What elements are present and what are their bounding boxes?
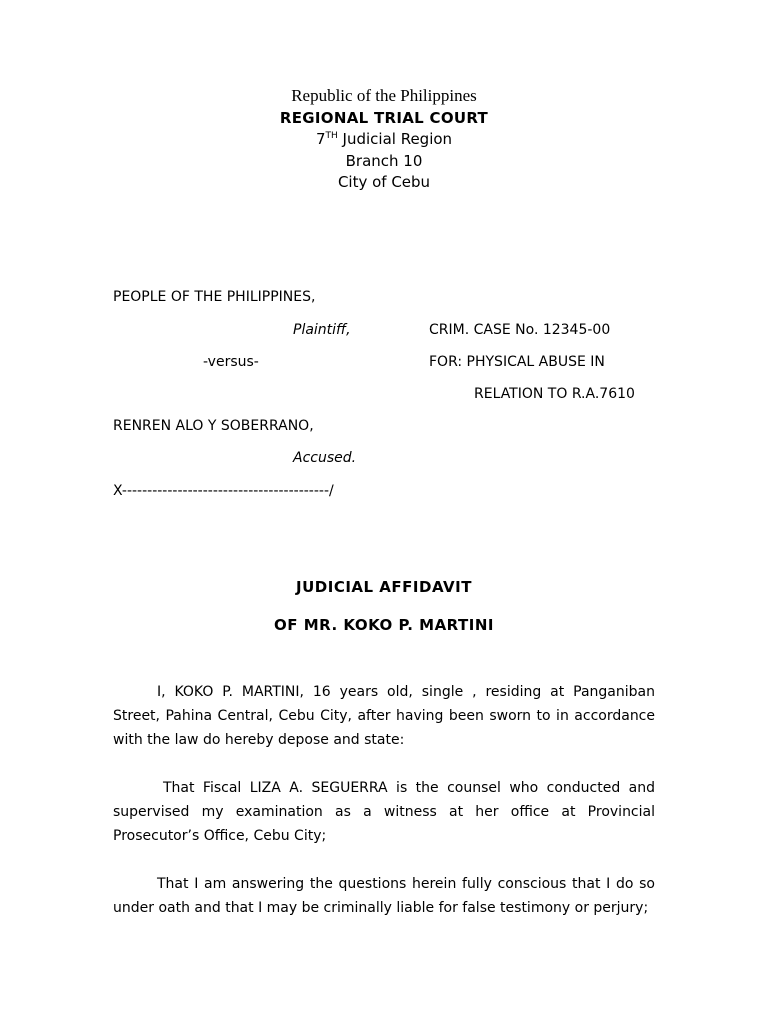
region-label: Judicial Region	[337, 130, 453, 148]
body-paragraph-3	[113, 872, 655, 920]
paragraph-3-text: That I am answering the questions herein fully conscious that I do so under oath and that I may be criminally liable for false testimony or perjury;	[113, 876, 655, 916]
body-paragraph-1	[113, 680, 655, 752]
region-ordinal-suffix: TH	[325, 131, 338, 141]
region-number: 7	[315, 130, 326, 148]
case-number: CRIM. CASE No. 12345-00	[429, 322, 611, 338]
republic-heading: Republic of the Philippines	[291, 86, 477, 105]
judicial-region	[0, 130, 768, 148]
branch-number: Branch 10	[345, 152, 423, 170]
accused-role: Accused.	[293, 450, 357, 466]
plaintiff-role: Plaintiff,	[293, 322, 351, 338]
document-title: JUDICIAL AFFIDAVIT	[296, 578, 472, 596]
document-subtitle: OF MR. KOKO P. MARTINI	[273, 616, 495, 634]
paragraph-1-text: I, KOKO P. MARTINI, 16 years old, single , residing at Panganiban Street, Pahina Central, Cebu City, after having been sworn to in accordance with the law do hereby depose and state:	[113, 684, 655, 748]
charge-line-1: FOR: PHYSICAL ABUSE IN	[429, 354, 605, 370]
court-city: City of Cebu	[337, 173, 431, 191]
accused-name: RENREN ALO Y SOBERRANO,	[113, 418, 314, 434]
body-paragraph-2	[113, 776, 655, 848]
charge-line-2: RELATION TO R.A.7610	[474, 386, 635, 402]
versus-label: -versus-	[203, 354, 259, 370]
paragraph-2-text: That Fiscal LIZA A. SEGUERRA is the counsel who conducted and supervised my examination as a witness at her office at Provincial Prosecutor’s Office, Cebu City;	[113, 780, 655, 844]
plaintiff-name: PEOPLE OF THE PHILIPPINES,	[113, 289, 316, 305]
caption-separator: X-----------------------------------------/	[113, 483, 334, 499]
court-name: REGIONAL TRIAL COURT	[279, 109, 489, 127]
